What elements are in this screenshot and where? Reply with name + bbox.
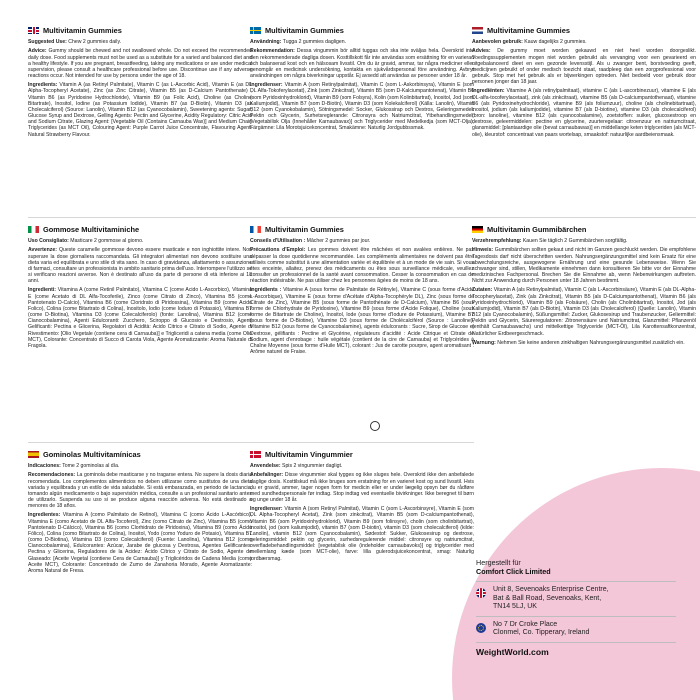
advice-text: Gummy should be chewed and not swallowed whole. Do not exceed the recommended daily dose. Food supplements must not be used as a substitute for a varied and balanced diet and a healthy lifestyle. If you are pregnant, breastfeeding, taking any medications or are under medical supervision, please consult a healthcare professional before use. Discontinue use if any adverse reactions occur. Not intended for use by persons under the age of 18.	[28, 48, 252, 79]
sweden-flag-icon	[250, 27, 261, 34]
advice-label: Advies:	[472, 48, 491, 55]
ingredients-text: Vitamine A (als retinylpalmitaat), vitamine C (als L-ascorbinezuur), vitamine E (als DL-alfa-tocoferylacetaat), zink (als zinkcitraat), vitamine B5 (als D-calciumpantothenaat), vitamine B6 (als Pyridoxinehydrochloride), vitamine B9 (als foliumzuur), choline (als cholinebitartraat), inositol, jodium (als kaliumjodide), vitamine B7 (als D-biotine), vitamine D3 (als cholecalciferol) (bron: lanoline), vitamine B12 (als cyanocobalamine), zoetstoffen: suiker, glucosestroop en dextrose, geleermiddelen: pectine en glycerine, zuurteregelaar: citroenzuur en natriumcitraat, glansmiddel: [plantaardige olie (bevat carnaubawas)] en middellange keten triglyceriden (als MCT-olie), kleurstof: concentraat van paars wortelsap, smaakstof: natuurlijke aardbeiensmaak.	[472, 88, 696, 138]
netherlands-flag-icon	[472, 27, 483, 34]
suggested-use-text: Chew 2 gummies daily.	[68, 39, 122, 45]
manufactured-for-label: Hergestellt für	[476, 558, 521, 567]
ingredients-text: Vitamina A (como Palmitato de Retinol), Vitamina C (como Ácido L-Ascórbico), Vitamina E (como Acetato de DL Alfa-Tocoferol), Zinc (como Citrato de Zinc), Vitamina B5 (como Pantotenato D-Cálcico), Vitamina B6 (como Clorhidrato de Piridoxina), Vitamina B9 (como Ácido Fólico), Colina (como Bitartrato de Colina), Inositol, Yodo (como Yoduro de Potasio), Vitamina B7 (como D-Biotina), Vitamina D3 (como Colecalciferol) (Fuente: Lanolina), Vitamina B12 (como Cianocobalamina), Edulcorantes: Azúcar, Jarabe de glucosa y Dextrosa, Agentes Gelificantes: Pectina y Glicerina, Reguladores de la Acidez: Ácido Cítrico y Citrato de Sodio, Agente de Glaseado: [Aceite Vegetal (contiene Cera de Carnauba)] y Triglicéridos de Cadena Media (como Aceite MCT), Colorante: Concentrado de Zumo de Zanahoria Morado, Agente Aromatizante: Aroma Natural de Fresa.	[28, 512, 252, 574]
france-flag-icon	[250, 226, 261, 233]
ingredients-text: Vitamin A (som Retinylpalmitat), Vitamin C (som L-Askorbinsyra), Vitamin E (som DL Alfa-Tokoferylacetat), Zink (som Zinkcitrat), Vitamin B5 (som D-Kalciumpantotenat), Vitamin B6 (som Pyridoxinhydroklorid), Vitamin B9 (som Folsyra), Kolin (som Kolinbitartrat), Inositol, Jod (som Kaliumjodid), Vitamin B7 (som D-Biotin), Vitamin D3 (som Kolekalciferol) (Källa: Lanolin), Vitamin B12 (som Cyanokobalamin), Sötningsmedel: Socker, Glukossirap och Dextros, Geleringsmedel: Pektin och Glycerin, Surhetsreglerande: Citronsyra och Natriumcitrat, Ytbehandlingsmedel: [Vegetabilisk Olja (Innehåller Karnaubavax)] och Triglycerider med Medelkedja (som MCT-Olja), Färgämne: Lila Morotsjuicekoncentrat, Smakämne: Naturlig Jordgubbssmak.	[250, 82, 474, 132]
recommendations-text: Disse vingummier skal tygges og ikke sluges hele. Overskrid ikke den anbefalede daglige dosis. Kosttilskud må ikke bruges som erstatning for en varieret kost og sund livsstil. Hvis du er gravid, ammer, tager nogen form for medicin eller er under lægelig opsyn bør du rådføre med sundhedspersonale før indtag. Stop indtag ved eventuelle bivirkninger. Ikke beregnet til børn og unge under 18 år.	[250, 472, 474, 503]
section-title: Multivitamin Gummibärchen	[487, 225, 587, 234]
recommendations-label: Anbefalinger:	[250, 472, 284, 479]
section-title: Multivitamin Vingummier	[265, 450, 353, 459]
ingredients-label: Ingredienser:	[250, 82, 283, 89]
ingredients-label: Ingredientes:	[28, 512, 61, 519]
uk-address-line: TN14 5LJ, UK	[493, 603, 537, 611]
section-english	[28, 24, 252, 141]
uk-flag-icon	[28, 27, 39, 34]
notice-label: Hinweis:	[472, 247, 494, 254]
uk-address-line: Bat & Ball Road, Sevenoaks, Kent,	[493, 594, 602, 602]
section-swedish	[250, 24, 474, 135]
ingredients-label: Ingrediënten:	[472, 88, 505, 95]
section-title: Gominolas Multivitamínicas	[43, 450, 141, 459]
usage-label: Verzehrempfehlung:	[472, 238, 522, 244]
recommendation-text: Dessa vingummin bör alltid tuggas och ska inte sväljas hela. Överskrid inte den rekommenderade dagliga dosen. Kosttillskott får inte användas som ersättning för en varierad och balanserad kost och en hälsosam livsstil. Om du är gravid, ammar, tar några mediciner eller genomgår en medicinsk undersökning, kontakta en sjukvårdspersonal före användning. Avbryt användningen om några biverkningar uppstår. Ej avsedd att användas av personer under 18 år.	[250, 48, 474, 79]
ingredients-label: Ingredienser:	[250, 506, 283, 513]
section-title: Gommose Multivitaminiche	[43, 225, 140, 234]
section-title: Multivitamin Gummies	[43, 26, 122, 35]
ingredients-label: Ingrédients :	[250, 287, 282, 294]
recommendations-label: Recomendaciones:	[28, 472, 76, 479]
ingredients-label: Ingredients:	[28, 82, 58, 89]
divider	[476, 616, 676, 617]
uk-flag-icon	[476, 588, 486, 598]
divider	[472, 217, 696, 218]
usage-text: Tome 2 gominolas al día.	[62, 463, 120, 469]
eu-address	[476, 621, 676, 638]
divider	[250, 442, 474, 443]
section-french	[250, 223, 474, 358]
usage-text: Kauw dagelijks 2 gummies.	[524, 39, 587, 45]
eu-address-line: No 7 Dr Croke Place	[493, 620, 558, 628]
recommendations-text: La gominola debe masticarse y no tragarse entera. No supere la dosis diaria recomendada. Los complementos alimenticios no deben utilizarse como sustitutos de una dieta variada y equilibrada y un estilo de vida saludable. Si está embarazada, en periodo de lactancia, tomando algún medicamento o bajo supervisión médica, consulte a un profesional sanitario antes de utilizarlo. Suspenda su uso si se produce alguna reacción adversa. No está destinado a menores de 18 años.	[28, 472, 252, 510]
divider	[28, 442, 252, 443]
warning-text: Nehmen Sie keine anderen zinkhaltigen Nahrungsergänzungsmittel zusätzlich ein.	[497, 339, 685, 346]
notice-text: Gummibärchen sollten gekaut und nicht im Ganzen geschluckt werden. Die empfohlene Tagesdosis darf nicht überschritten werden. Nahrungsergänzungsmittel sind kein Ersatz für eine abwechslungsreiche, ausgewogene Ernährung und eine gesunde Lebensweise. Wenn Sie schwanger sind, stillen, Medikamente einnehmen dann konsultieren Sie bitte vor der Einnahme medizinisches Fachpersonal. Brechen Sie die Einnahme ab, wenn Nebenwirkungen auftreten. Nicht zur Anwendung durch Personen unter 18 Jahren bestimmt.	[472, 247, 696, 285]
denmark-flag-icon	[250, 451, 261, 458]
eu-flag-icon	[476, 623, 486, 633]
section-italian	[28, 223, 252, 352]
suggested-use-label: Suggested Use:	[28, 39, 67, 45]
italy-flag-icon	[28, 226, 39, 233]
ingredients-label: Ingredienti:	[28, 287, 56, 294]
section-german	[472, 223, 696, 349]
section-title: Multivitamin Gummies	[265, 26, 344, 35]
usage-label: Indicaciones:	[28, 463, 61, 469]
manufacturer-block	[476, 558, 676, 657]
usage-text: Kauen Sie täglich 2 Gummibärchen sorgfältig.	[522, 238, 628, 244]
divider	[476, 642, 676, 643]
ingredients-text: Vitamin A (als Retinylpalmitat), Vitamin C (als L-Ascorbinsäure), Vitamin E (als DL-Alpha-Tocopherylacetat), Zink (als Zinkcitrat), Vitamin B5 (als D-Calciumpantothenat), Vitamin B6 (als Pyridoxinhydrochlorid), Vitamin B9 (als Folsäure), Cholin (als Cholinbitartrat), Inositol, Jod (als Kaliumjodid), Vitamin B7 (als D-Biotin), Vitamin D3 (als Cholecalciferol) (Quelle: Lanolin), Vitamin B12 (als Cyanocobalamin), Süßungsmittel: Zucker, Glukosesirup und Traubenzucker, Geliermittel: Pektin und Glycerin, Säureregulatoren: Zitronensäure und Natriumcitrat, Glanzmittel: Pflanzenöl (enthält Carnaubawachs) und mittelkettige Triglyceride (MCT-Öl), Lila Karottensaftkonzentrat, Natürlicher Erdbeergeschmack.	[472, 287, 696, 337]
ingredients-label: Zutaten:	[472, 287, 493, 294]
divider	[250, 217, 474, 218]
usage-text: Mâcher 2 gummies par jour.	[306, 238, 371, 244]
section-danish	[250, 448, 474, 565]
uk-address-line: Unit 8, Sevenoaks Enterprise Centre,	[493, 586, 609, 593]
divider	[28, 217, 252, 218]
usage-label: Användning:	[250, 39, 282, 45]
precautions-text: Les gommes doivent être mâchées et non avalées entières. Ne pas dépasser la dose quotidienne recommandée. Les compléments alimentaires ne doivent pas être utilisés comme substitut à une alimentation variée et équilibrée et à un mode de vie sain. Si vous êtes enceinte, allaitez, prenez des médicaments ou êtes sous surveillance médicale, veuillez consulter un professionnel de la santé avant consommation. Cesser la consommation en cas de réaction indésirable. Ne pas utiliser chez les personnes âgées de moins de 18 ans.	[250, 247, 474, 285]
recycle-icon	[370, 421, 380, 431]
usage-label: Conseils d'Utilisation :	[250, 238, 306, 244]
warnings-text: Queste caramelle gommose devono essere masticate e non inghiottite intere. Non superare la dose giornaliera raccomandata. Gli integratori alimentari non devono sostituire una dieta varia ed equilibrata e uno stile di vita sano. In caso di gravidanza, allattamento o assunzione di farmaci, consultare un professionista in ambito sanitario prima dell'uso. Interrompere l'utilizzo se si verificano reazioni avverse. Non è destinato all'uso da parte di persone di età inferiore ai 18 anni.	[28, 247, 252, 285]
usage-text: Masticare 2 gommose al giorno.	[70, 238, 144, 244]
ingredients-text: Vitamin A (as Retinyl Palmitate), Vitamin C (as L-Ascorbic Acid), Vitamin E (as DL Alpha-Tocopheryl Acetate), Zinc (as Zinc Citrate), Vitamin B5 (as D-Calcium Pantothenate) , Vitamin B6 (as Pyridoxine Hydrochloride), Vitamin B9 (as Folic Acid), Choline (as Choline Bitartrate), Inositol, Iodine (as Potassium Iodide), Vitamin B7 (as D-Biotin), Vitamin D3 (as Cholecalciferol) (Source: Lanolin), Vitamin B12 (as Cyanocobalamin), Sweetening agents: Sugar, Glucose Syrup and Dextrose, Gelling Agents: Pectin and Glycerine, Acidity Regulatory: Citric Acid and Sodium Citrate, Glazing Agent: [Vegetable Oil (Contains Carnauba Wax)] and Medium Chain Triglycerides (as MCT Oil), Colouring Agent: Purple Carrot Juice Concentrate, Flavouring Agent: Natural Strawberry Flavour.	[28, 82, 252, 138]
section-spanish	[28, 448, 252, 577]
recommendation-label: Rekommendation:	[250, 48, 295, 55]
germany-flag-icon	[472, 226, 483, 233]
ingredients-text: Vitamina A (come Retinil Palmitato), Vitamina C (come Acido L-Ascorbico), Vitamina E (come Acetato di DL Alfa-Tocoferile), Zinco (come Citrato di Zinco), Vitamina B5 (come Pantotenato D-Calcio), Vitamina B6 (come Cloridrato di Piridossina), Vitamina B9 (come Acido Folico), Colina (come Bitartrato di Colina), Inositolo, Iodio (come Ioduro di Potassio), Vitamina B7 (come D-Biotina), Vitamina D3 (come Colecalciferolo) (fonte: Lanolina), Vitamina B12 (come Cianocobalamina), Agenti Edulcoranti: Zucchero, Sciroppo di Glucosio e Destrosio, Agenti Gelificanti: Pectina e Glicerina, Regolatori di Acidità: Acido Citrico e Citrato di Sodio, Agente di Rivestimento: [Olio Vegetale (contiene cera di Carnauba)] e Trigliceridi a catena media (come Olio MCT), Colorante: Concentrato di Succo di Carota Viola, Agente Aromatizzante: Aroma Naturale di Fragola.	[28, 287, 252, 349]
usage-label: Uso Consigliato:	[28, 238, 69, 244]
company-name: Comfort Click Limited	[476, 567, 551, 576]
uk-address	[476, 586, 676, 612]
usage-text: Tugga 2 gummies dagligen.	[282, 39, 347, 45]
ingredients-text: Vitamin A (som Retinyl Palmitat), Vitamin C (som L-Ascorbinsyre), Vitamin E (som DL Alpha-Tocopheryl Acetat), Zink (som zinkcitrat), Vitamin B5 (som D-calciumpantothenat), Vitamin B6 (som Pyridoxinhydroklorid), Vitamin B9 (som folinsyre), cholin (som cholinbitartrat), inositol, jod (som kaliumjodid), vitamin B7 (som D-biotin), vitamin D3 (som cholecalciferol) (kilde: Lanolin), vitamin B12 (som Cyanocobalamin), Sødestof: Sukker, Glukosesirup og dextrose, geleringsmiddel: pektin og glycerin, surhedsregulerende middel: citronsyre og natriumcitrat, overfladebehandlingsmiddel: [vegetabilsk olie (indeholder carnaubavoks)] og triglycerider med mellemlang kæde (som MCT-olie), farve: lilla gulerodsjuicekoncentrat, smag: Naturlig jordbærsmag.	[250, 506, 474, 562]
eu-address-line: Clonmel, Co. Tipperary, Ireland	[493, 629, 590, 637]
section-title: Multivitamine Gummies	[487, 26, 570, 35]
section-dutch	[472, 24, 696, 141]
ingredients-text: Vitamine A (sous forme de Palmitate de Rétinyle), Vitamine C (sous forme d'Acide L-Ascorbique), Vitamine E (sous forme d'Acétate d'Alpha-Tocophéryle DL), Zinc (sous forme de Citrate de Zinc), Vitamine B5 (sous forme de Pantothénate de D-Calcium), Vitamine B6 (sous forme de Chlorhydrate de Pyridoxine), Vitamine B9 (sous forme d'Acide Folique), Choline (sous forme de Bitartrate de Choline), Inositol, Iode (sous forme d'Iodure de Potassium), Vitamine B7 (sous forme de D-Biotine), Vitamine D3 (sous forme de Cholécalciférol (Source : Lanoline), Vitamine B12 (sous forme de Cyanocobalamine), agents édulcorants : Sucre, Sirop de Glucose et Dextrose, gélifiants : Pectine et Glycérine, régulateurs d'acidité : Acide Citrique et Citrate de Sodium, agent d'enrobage : huile végétale (contient de la cire de Carnauba) et Triglycérides à Chaîne Moyenne (sous forme d'Huile MCT), colorant : Jus de carotte pourpre, agent aromatisant : Arôme naturel de Fraise.	[250, 287, 474, 356]
usage-label: Anvendelse:	[250, 463, 281, 469]
advice-text: De gummy moet worden gekauwd en niet heel worden doorgeslikt. Voedingssupplementen mogen niet worden gebruikt als vervanging voor een gevarieerd en uitgebalanceerd dieet en een gezonde levensstijl. Als u zwanger bent, borstvoeding geeft, medicijnen gebruikt of onder medisch toezicht staat, raadpleeg dan een zorgprofessional voor gebruik. Stop met het gebruik als er bijwerkingen optreden. Niet bedoeld voor gebruik door personen jonger dan 18 jaar.	[472, 48, 696, 86]
warnings-label: Avvertenze:	[28, 247, 57, 254]
usage-label: Aanbevolen gebruik:	[472, 39, 523, 45]
section-title: Multivitamin Gummies	[265, 225, 344, 234]
advice-label: Advice:	[28, 48, 47, 55]
spain-flag-icon	[28, 451, 39, 458]
usage-text: Spis 2 vingummier dagligt.	[282, 463, 343, 469]
divider	[476, 581, 676, 582]
precautions-label: Précautions d'Emploi:	[250, 247, 306, 254]
warning-label: Warnung:	[472, 339, 496, 346]
brand-website: WeightWorld.com	[476, 646, 549, 657]
